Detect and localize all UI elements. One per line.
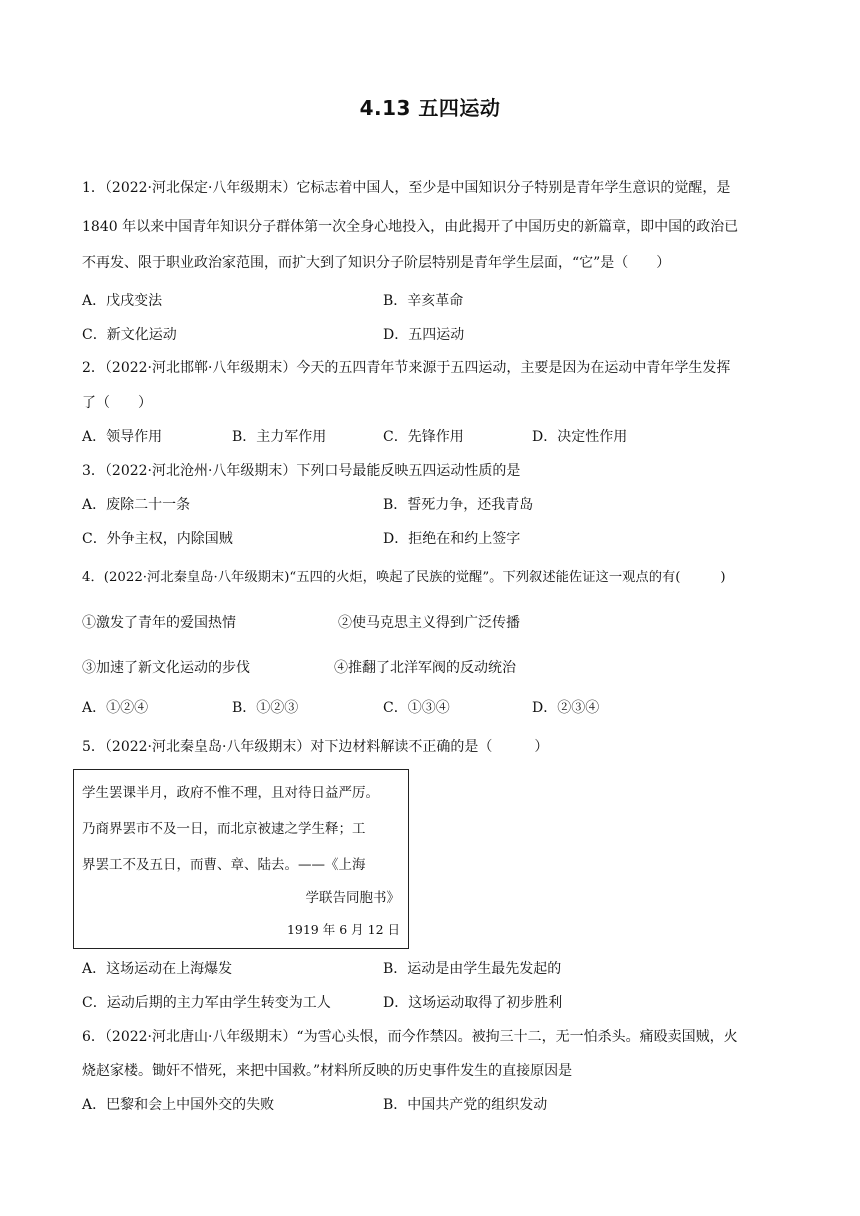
quote-line: 乃商界罢市不及一日，而北京被逮之学生释；工 [82,821,366,837]
option-c: C．①③④ [383,700,450,716]
option-b: B．誓死力争，还我青岛 [383,497,534,513]
option-d: D．五四运动 [383,327,465,343]
question-text: 4．(2022·河北秦皇岛·八年级期末)“五四的火炬，唤起了民族的觉醒”。下列叙述能佐证这一观点的有( ) [82,570,726,585]
quote-line: 学生罢课半月，政府不惟不理，且对待日益严厉。 [82,785,379,801]
option-b: B．中国共产党的组织发动 [383,1097,548,1113]
quote-date: 1919 年 6 月 12 日 [286,922,400,937]
question-text: 了（ ） [82,395,152,411]
page-title: 4.13 五四运动 [359,96,501,120]
option-a: A．这场运动在上海爆发 [82,961,233,977]
question-text: 2．（2022·河北邯郸·八年级期末）今天的五四青年节来源于五四运动，主要是因为在运动中青年学生发挥 [82,360,731,376]
option-a: A．戊戌变法 [82,293,163,309]
question-text: 烧赵家楼。锄奸不惜死，来把中国救。”材料所反映的历史事件发生的直接原因是 [82,1063,573,1079]
question-text: 1．（2022·河北保定·八年级期末）它标志着中国人，至少是中国知识分子特别是青年学生意识的觉醒，是 [82,180,731,196]
source-material-box [73,769,409,949]
option-c: C．新文化运动 [82,327,177,343]
option-d: D．决定性作用 [532,429,628,445]
question-text: 6．（2022·河北唐山·八年级期末）“为雪心头恨，而今作禁囚。被拘三十二，无一怕杀头。痛殴卖国贼，火 [82,1029,738,1045]
statement-4: ④推翻了北洋军阀的反动统治 [334,660,516,676]
statement-1: ①激发了青年的爱国热情 [82,615,236,631]
statement-2: ②使马克思主义得到广泛传播 [338,615,520,631]
option-b: B．主力军作用 [232,429,327,445]
option-d: D．这场运动取得了初步胜利 [383,995,563,1011]
quote-source: 学联告同胞书》 [305,890,400,906]
question-text: 5．（2022·河北秦皇岛·八年级期末）对下边材料解读不正确的是（ ） [82,739,549,755]
option-c: C．外争主权，内除国贼 [82,531,233,547]
option-b: B．运动是由学生最先发起的 [383,961,562,977]
option-c: C．运动后期的主力军由学生转变为工人 [82,995,331,1011]
option-a: A．巴黎和会上中国外交的失败 [82,1097,275,1113]
option-a: A．①②④ [82,700,149,716]
option-b: B．辛亥革命 [383,293,464,309]
option-d: D．②③④ [532,700,600,716]
option-c: C．先锋作用 [383,429,464,445]
option-a: A．领导作用 [82,429,163,445]
option-b: B．①②③ [232,700,299,716]
statement-3: ③加速了新文化运动的步伐 [82,660,250,676]
question-text: 3．（2022·河北沧州·八年级期末）下列口号最能反映五四运动性质的是 [82,463,521,479]
question-text: 不再发、限于职业政治家范围，而扩大到了知识分子阶层特别是青年学生层面，“它”是（ ） [82,255,671,271]
quote-line: 界罢工不及五日，而曹、章、陆去。——《上海 [82,857,366,873]
question-text: 1840 年以来中国青年知识分子群体第一次全身心地投入，由此揭开了中国历史的新篇章，即中国的政治已 [82,219,739,235]
option-a: A．废除二十一条 [82,497,191,513]
option-d: D．拒绝在和约上签字 [383,531,521,547]
